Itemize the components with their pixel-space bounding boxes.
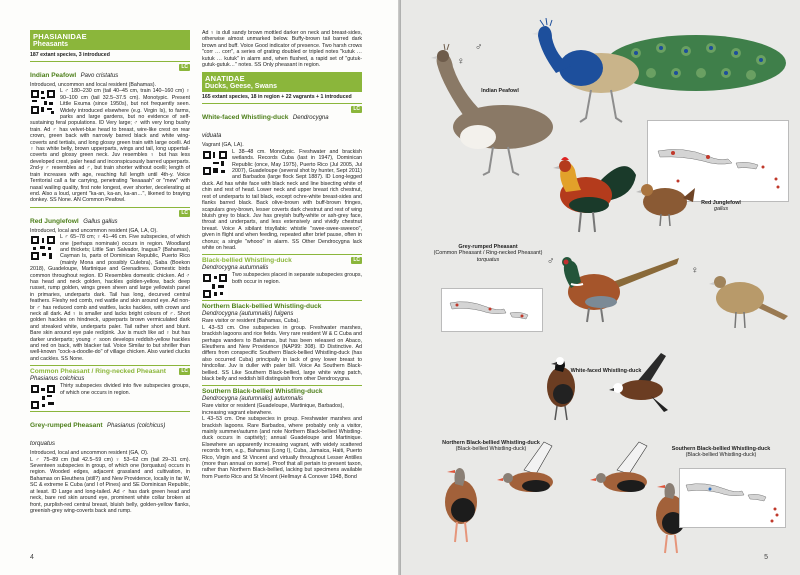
species-scientific: Pavo cristatus xyxy=(80,73,119,79)
species-status: Rare visitor or resident (Guadeloupe, Martinique, Barbados), increasing vagrant elsewhere. xyxy=(202,403,344,416)
family-subtitle: Pheasants xyxy=(33,41,69,48)
species-name: White-faced Whistling-duck xyxy=(202,114,289,122)
white-faced-duck-flying-illustration xyxy=(606,348,686,418)
species-entry-black-bellied-whistling-duck xyxy=(202,254,362,285)
species-name: Northern Black-bellied Whistling-duck xyxy=(202,303,322,311)
species-description: Two subspecies placed in separate subspecies groups, both occur in region. xyxy=(232,272,362,285)
species-name: Black-bellied Whistling-duck xyxy=(202,257,292,265)
northern-duck-flying-illustration xyxy=(496,440,576,510)
species-status: Vagrant (GA, LA). xyxy=(202,142,244,149)
species-entry-red-junglefowl xyxy=(30,207,190,363)
family-count: 187 extant species, 3 introduced xyxy=(30,52,110,58)
species-scientific: Phasianus colchicus xyxy=(30,376,85,383)
species-name: Common Pheasant / Ring-necked Pheasant xyxy=(30,368,166,376)
caption-alt: (Black-bellied Whistling-duck) xyxy=(455,446,527,453)
caption-red-junglefowl xyxy=(681,200,761,213)
species-name: Southern Black-bellied Whistling-duck xyxy=(202,388,323,396)
status-badge: LC xyxy=(181,209,188,216)
caption-name: Red Junglefowl xyxy=(701,200,741,206)
page-number-right: 5 xyxy=(764,554,768,561)
status-badge: LC xyxy=(181,64,188,70)
species-scientific: Gallus gallus xyxy=(83,218,118,225)
caption-alt: (Common Pheasant / Ring-necked Pheasant) xyxy=(433,250,543,257)
species-name: Grey-rumped Pheasant xyxy=(30,422,103,430)
species-scientific: Dendrocygna viduata xyxy=(202,115,329,140)
caption-name: Grey-rumped Pheasant xyxy=(458,244,518,250)
family-header-phasianidae xyxy=(30,30,190,50)
species-entry-southern-black-bellied xyxy=(202,385,362,480)
species-description: Thirty subspecies divided into five subspecies groups, of which one occurs in region. xyxy=(60,383,190,396)
species-entry-white-faced-whistling-duck xyxy=(202,103,362,251)
qr-code-icon[interactable] xyxy=(30,235,56,261)
family-title: PHASIANIDAE xyxy=(33,32,87,41)
caption-sci: gallus xyxy=(713,206,729,213)
species-status: Introduced, local and uncommon resident (GA, LA, O). xyxy=(30,227,158,234)
junglefowl-male-illustration xyxy=(541,150,641,240)
species-status: Introduced, local and uncommon resident (GA, O). xyxy=(30,450,149,457)
status-badge: LC xyxy=(353,106,360,113)
caption-text: Indian Peafowl xyxy=(481,88,519,94)
species-description: L ♂ 65–78 cm; ♀ 41–46 cm. Five subspecies, of which one (perhaps nominate) occurs in region. Woodland and thickets; Little San Salvador, Inagua? (Bahamas), Cayman Is, parts of Dominican Republic, Puerto Rico (mainly Mona and possibly Culebra), Saba (Boekon 2018), Guadeloupe, Martinique and Grenadines. Domestic birds common throughout region. ID Resembles domestic chicken. Ad ♂ has head and neck golden, hackles golden-yellow, back deep russet, rump golden, wings green sheen and large yellowish panel in primaries, underparts dark. Tail has long, decurved central feathers. Fleshy red comb, red wattle and skin around eye. Ad non-br ♂ has reduced comb and wattles, lacks hackles, with crown and neck all dark. Ad ♀ is smaller and lacks bright colours of ♂. Short golden hackles on hindneck, upperparts brown vermiculated dark and streaked white, underparts paler. Tail rather short and blunt. Bare skin around eye pale red/pink. Juv is much like ad ♀ but has darker underparts; young ♂ soon develops reddish-yellow hackles and red on back, with blacker tail. Voice Similar to but shriller than well-known "cock-a-doodle-do" of village chicken. Also varied clucks and cackles. SS None. xyxy=(30,234,190,362)
caption-southern-black-bellied xyxy=(656,446,786,459)
continuation-text: Ad ♀ is dull sandy brown mottled darker on neck and breast-sides, otherwise almost unmarked below. Buffy-brown tail barred dark brown and buff. Voice Good indicator of presence. Two harsh crows "corr … corr", a series of grating doubled or tripled notes "kutuk … kutuk … kutuk" in alarm and, when flushed, a rapid set of "gutuk-gutuk-gutuk…" notes. SS Only pheasant in region. xyxy=(202,30,362,69)
species-name: Red Junglefowl xyxy=(30,217,79,225)
pheasant-male-illustration xyxy=(549,250,684,325)
qr-code-icon[interactable] xyxy=(30,384,56,410)
female-symbol: ♀ xyxy=(457,56,465,67)
species-entry-grey-rumped-pheasant xyxy=(30,411,190,514)
family-count: 165 extant species, 18 in region + 22 vagrants + 1 introduced xyxy=(202,94,352,101)
qr-code-icon[interactable] xyxy=(202,150,228,176)
text-column-2 xyxy=(202,30,362,550)
white-faced-duck-standing-illustration xyxy=(533,352,583,422)
species-scientific: Dendrocygna (autumnalis) autumnalis xyxy=(202,396,304,403)
family-subtitle: Ducks, Geese, Swans xyxy=(205,83,277,91)
range-map-pheasant xyxy=(441,288,543,332)
text-column-1 xyxy=(30,30,190,550)
species-description: L 43–53 cm. One subspecies in group. Freshwater marshes, brackish lagoons and rice fields. Very rare resident W & C Cuba and perhaps wanders to Bahamas, but has been released on Abaco, Eleuthera and New Providence (NAP99: 308). ID Distinctive. Ad differs from conspecific Southern Black-bellied Whistling-duck (has also occurred Cuba) principally in lack of grey lower breast to hindcollar. Juv is duller with paler bill. Voice As Southern Black-bellied. SS Like Southern Black-bellied, large white wing patch, black belly and reddish bill distinguish from other Dendrocygna. xyxy=(202,324,362,382)
status-badge: LC xyxy=(353,257,360,264)
species-name: Indian Peafowl xyxy=(30,72,77,79)
species-scientific: Dendrocygna (autumnalis) fulgens xyxy=(202,311,294,318)
right-page xyxy=(401,0,800,575)
male-symbol: ♂ xyxy=(475,42,483,53)
male-symbol: ♂ xyxy=(547,256,555,267)
caption-name: Northern Black-bellied Whistling-duck xyxy=(442,440,540,446)
qr-code-icon[interactable] xyxy=(202,273,228,299)
female-symbol: ♀ xyxy=(691,265,699,276)
species-scientific: Dendrocygna autumnalis xyxy=(202,265,269,272)
range-map-whistling-duck xyxy=(679,468,786,528)
species-status: Introduced, uncommon and local resident (Bahamas). xyxy=(30,82,157,88)
species-description: L 43–53 cm. One subspecies in group. Freshwater marshes and brackish lagoons. Rare Barbados, where probably only a visitor, mainly summer/autumn (and note Northern Black-bellied Whistling-duck occurs in captivity); annual Guadeloupe and Martinique. Elsewhere an apparently increasing vagrant, with widely scattered records from, e.g., Bahamas (Long I), Cuba, Jamaica, Haiti, Puerto Rico, Virgin and St Vincent and virtually throughout Lesser Antilles (more than annual on some). Proof that all pertain to present taxon, rather than Northern Black-bellied, lacking but specimens available from Puerto Rico and St Vincent (Hellmayr & Conover 1948, Bond xyxy=(202,416,362,480)
caption-sci: torquatus xyxy=(476,256,500,263)
caption-indian-peafowl xyxy=(465,88,535,94)
caption-grey-rumped-pheasant xyxy=(423,244,553,263)
page-number-left: 4 xyxy=(30,554,34,561)
family-header-anatidae xyxy=(202,72,362,92)
species-entry-indian-peafowl xyxy=(30,61,190,204)
caption-white-faced xyxy=(561,368,651,374)
caption-alt: (Black-bellied Whistling-duck) xyxy=(685,452,757,459)
family-title: ANATIDAE xyxy=(205,74,245,84)
species-entry-common-pheasant xyxy=(30,365,190,396)
northern-duck-standing-illustration xyxy=(429,460,494,545)
caption-text: White-faced Whistling-duck xyxy=(570,368,642,374)
caption-name: Southern Black-bellied Whistling-duck xyxy=(671,446,771,452)
status-badge: LC xyxy=(181,368,188,375)
species-description: L ♂ 75–89 cm (tail 42.5–59 cm) ♀ 53–62 cm (tail 29–31 cm). Seventeen subspecies in group, of which one (torquatus) occurs in region. Wooded edges, adjacent grassland and cultivation, in Bahamas on Eleuthera (still?) and New Providence, locally in far W, SC & extreme E Cuba (and I of Pines) and SE Dominican Republic, at least. ID Large and long-tailed. Ad ♂ has dark green head and neck, bare red skin around eye, prominent white collar broken at front, purplish-red central breast, bluish belly, golden-yellow flanks, greenish-grey wing-coverts back and rump. xyxy=(30,456,190,514)
species-scientific: Phasianus (colchicus) torquatus xyxy=(30,423,166,448)
species-status: Rare visitor or resident (Bahamas, Cuba). xyxy=(202,318,300,325)
species-description: L ♂ 180–230 cm (tail 40–45 cm, train 140–160 cm) ♀ 90–100 cm (tail 32.5–37.5 cm). Monotypic. Present Little Exuma (since 1950s), but not frequently seen. Widely introduced elsewhere (e.g. Virgin Is), to farms, parks and large gardens, but no evidence of self-sustaining feral populations. ID Very large; ♂ with very long bushy train. Ad ♂ has velvet-blue head to breast, wire-like crest on rear crown, green back with narrowly barred black and white wing-coverts and tertials, and long glossy green train with large ocelli. Ad ♀ has white belly, brown upperparts, wings and tail, long uppertail-coverts and glossy green neck. Juv resembles ♀ but has less developed crest, paler head and inconspicuously barred upperparts. 2nd-y ♂ resembles ad ♂, but train shorter without ocelli; length of train increases with age, reaching full length until 4th-y. Voice Territorial call a far carrying, penetrating "keaaaah" or "mew" with nasal wailing quality, first note longest, ever shorter, decelerating at end. Also a loud, urgent "ka-an, ka-an, ka-an…", likened to braying donkey. SS None. AN Common Peafowl. xyxy=(30,88,190,204)
species-entry-northern-black-bellied xyxy=(202,300,362,382)
pheasant-female-illustration xyxy=(706,258,791,333)
species-description: L 38–48 cm. Monotypic. Freshwater and brackish wetlands. Records Cuba (last in 1947), Dominican Republic (once, May 1975), Puerto Rico (Jul 2005, Jul 2007), Guadeloupe (several shot by hunter, Sept 2011) and Barbados (large flock Sept 1887). ID Long-legged duck. Ad has white face with black neck and line bisecting white of chin and rest of head. Lower neck and upper breast rich chestnut, rest of underparts to tail black, except ochre-white breast-sides and flanks barred black. Back olive-brown with buff-brown fringes, scapulars grey-brown, lesser coverts dark chestnut and rest of wing bluish grey to black. Juv has greyish buffy-white or ash-grey face, throat and underparts, and less extensively and vividly chestnut breast. Voice A sibilant trisyllabic whistle "swee-swee-sweeoo", given in flight and when feeding, repeated after brief pause, often in chorus; a single "whooo" in alarm. SS Other Dendrocygna lack white on head. xyxy=(202,148,362,251)
qr-code-icon[interactable] xyxy=(30,89,56,115)
